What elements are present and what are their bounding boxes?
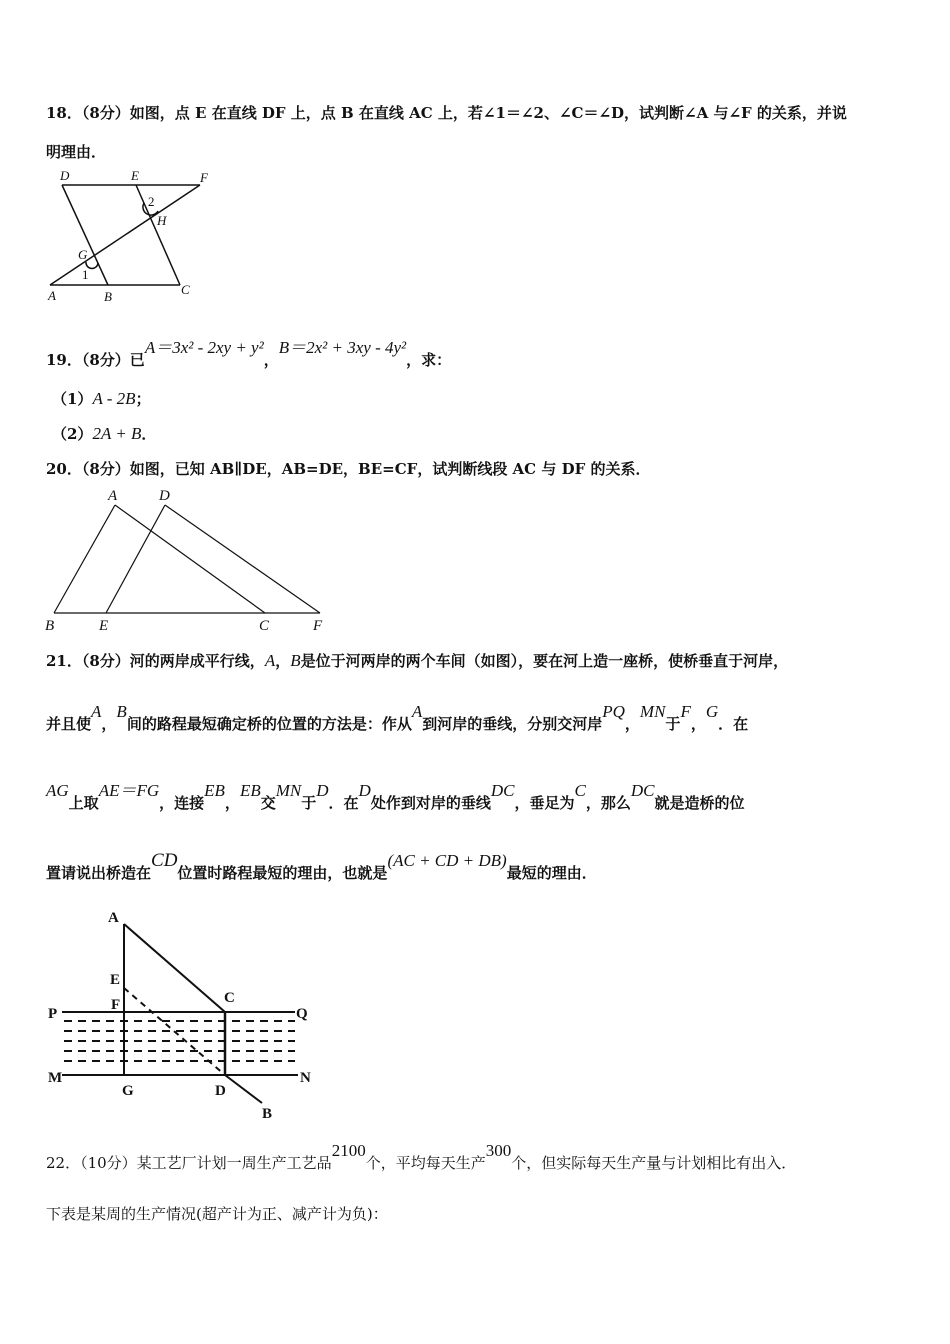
q19-stem: 19．（8分）已 [46,351,145,369]
q19-expr-b: B＝2x² + 3xy - 4y² [278,338,407,357]
q21-l3-C: C [574,781,586,800]
q22-c: 个，但实际每天生产量与计划相比有出入． [511,1154,797,1172]
q21-label-M: M [48,1070,63,1086]
q21-l3-c: 交 [260,794,276,812]
q18-label-G: G [78,247,88,262]
q20-line-de [106,505,165,613]
q21-l3-MN: MN [275,781,302,800]
q21-l3-h: ，那么 [585,794,631,812]
q19-part1-expr: A - 2B [92,389,136,408]
q21-l3-AEFG: AE＝FG [98,781,160,800]
q21-l3-D2: D [358,781,371,800]
q21-line-db [225,1075,262,1103]
q20-label-F: F [313,618,323,634]
q18-label-C: C [181,282,190,297]
q21-l3-DC: DC [490,781,515,800]
q20-label-E: E [99,618,109,634]
q20-figure [40,485,340,635]
q19-part1-label: （1） [52,390,93,408]
q21-l3-sep: ， [224,794,240,812]
q21-l4-a: 置请说出桥造在 [46,864,152,882]
q21-l2-sep2: ， [624,715,640,733]
q21-l2-MN: MN [639,702,666,721]
q18-label-2: 2 [148,194,155,209]
q21-l4-CD: CD [151,850,178,871]
q21-label-P: P [48,1006,58,1022]
q21-l3-AG: AG [46,781,69,800]
q21-l4-b: 位置时路程最短的理由，也就是 [177,864,388,882]
q21-label-Q: Q [296,1006,308,1022]
q21-l2-B: B [116,702,127,721]
q22-line1 [46,1141,797,1173]
q19-part2-label: （2） [52,425,93,443]
q18-line-af [50,185,200,285]
q18-text-line2: 明理由． [46,143,107,161]
q19-part2-expr: 2A + B [92,424,142,443]
q18-label-B: B [104,289,112,304]
q21-l3-DC2: DC [630,781,655,800]
q18-label-E: E [131,168,139,183]
q21-line3 [46,781,745,813]
q18-figure [40,165,230,310]
q21-l2-d: 于 [665,715,681,733]
q21-label-G: G [122,1083,134,1099]
q22-line2: 下表是某周的生产情况(超产计为正、减产计为负)： [46,1205,388,1223]
q18-label-F: F [200,170,208,185]
q21-l3-i: 就是造桥的位 [654,794,745,812]
q21-l3-f: 处作到对岸的垂线 [370,794,491,812]
q21-l1-B: B [290,651,301,670]
q21-l2-PQ: PQ [602,702,625,721]
q21-l3-d: 于 [301,794,317,812]
q21-line2 [46,702,749,734]
q19-text [46,338,452,370]
q21-l1-a: 21．（8分）河的两岸成平行线， [46,652,265,670]
q19-part2-end: ． [141,425,157,443]
q18-line-ec [136,185,180,285]
q18-label-A: A [48,288,56,303]
q21-l1-A: A [264,651,276,670]
q22-a: 22．（10分）某工艺厂计划一周生产工艺品 [46,1154,332,1172]
q20-label-C: C [259,618,270,634]
q21-l2-A: A [91,702,102,721]
q21-l1-sep: ， [275,652,291,670]
q20-label-B: B [45,618,55,634]
q20-line-ab [54,505,115,613]
q22-b: 个，平均每天生产 [365,1154,486,1172]
q21-l2-sep3: ， [690,715,706,733]
q21-l3-EB: EB [204,781,225,800]
q21-l4-c: 最短的理由． [506,864,597,882]
q21-l3-e: ．在 [328,794,359,812]
q18-label-H: H [157,213,167,228]
q21-l2-G: G [705,702,719,721]
q19-expr-a: A＝3x² - 2xy + y² [144,338,264,357]
q18-label-D: D [60,168,70,183]
q21-l2-F: F [680,702,691,721]
q20-text: 20．（8分）如图，已知 AB∥DE，AB=DE，BE=CF，试判断线段 AC 与 DF 的关系． [46,460,651,478]
q18-label-1: 1 [82,267,89,282]
q21-line1 [46,650,788,671]
q21-l2-A2: A [411,702,423,721]
q21-l2-b: 间的路程最短确定桥的位置的方法是：作从 [126,715,412,733]
q21-figure [40,900,340,1130]
q21-l2-a: 并且使 [46,715,92,733]
q21-l2-sep: ， [101,715,117,733]
q21-label-F: F [111,997,121,1013]
q21-l3-D: D [316,781,329,800]
q21-l2-e: ．在 [718,715,749,733]
q21-label-D: D [215,1083,226,1099]
q21-label-C: C [224,990,235,1006]
q19-ask: ，求： [406,351,452,369]
q21-l2-c: 到河岸的垂线，分别交河岸 [422,715,603,733]
q21-label-B: B [262,1106,273,1122]
q21-label-E: E [110,972,121,988]
q21-line-ac [124,924,225,1012]
q20-label-A: A [108,488,118,504]
q21-l3-EB2: EB [239,781,261,800]
q18-text-line1: 18．（8分）如图，点 E 在直线 DF 上，点 B 在直线 AC 上，若∠1＝∠2、∠C＝∠D，试判断∠A 与∠F 的关系，并说 [46,104,847,122]
q21-l3-a: 上取 [68,794,99,812]
q21-l3-g: ，垂足为 [514,794,575,812]
q21-label-A: A [108,910,119,926]
q21-line4 [46,850,597,884]
q20-label-D: D [159,488,170,504]
q19-part2 [52,423,156,444]
q22-n2: 300 [485,1141,512,1160]
q19-part1 [52,388,151,409]
q21-l3-b: ，连接 [159,794,205,812]
q19-comma: ， [263,351,279,369]
q21-l1-b: 是位于河两岸的两个车间（如图），要在河上造一座桥，使桥垂直于河岸， [300,652,789,670]
q21-l4-expr: (AC + CD + DB) [387,851,507,870]
q22-n1: 2100 [331,1141,366,1160]
q21-label-N: N [300,1070,311,1086]
q19-part1-end: ； [135,390,151,408]
